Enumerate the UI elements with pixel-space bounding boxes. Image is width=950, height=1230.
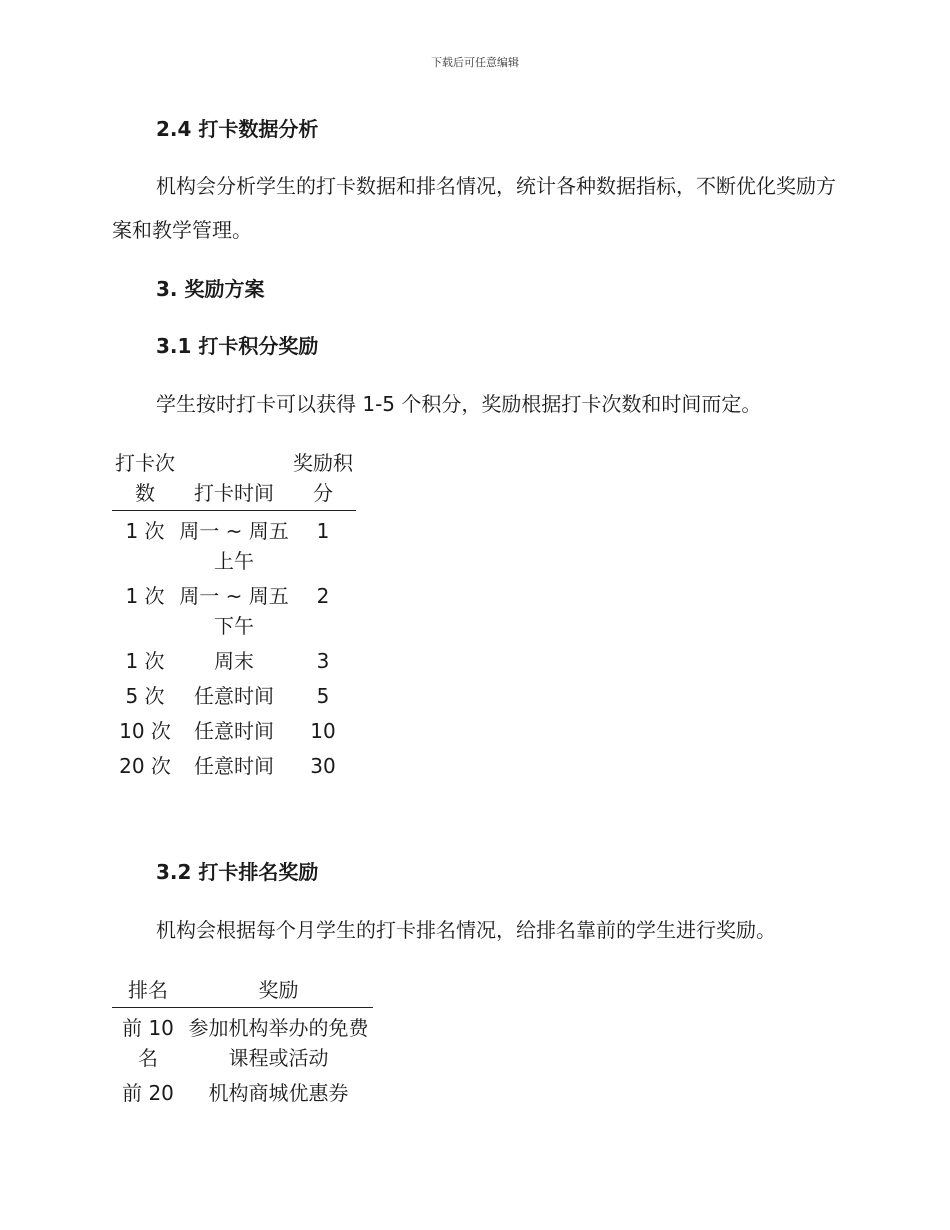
table-cell: 1 次 <box>125 519 165 543</box>
table-cell: 周一 ~ 周五上午 <box>179 519 289 573</box>
column-header-checkin-count: 打卡次数 <box>112 448 178 511</box>
table-cell: 20 次 <box>119 754 171 778</box>
table-cell: 周一 ~ 周五下午 <box>179 584 289 638</box>
table-cell: 10 <box>310 719 336 743</box>
table-cell: 机构商城优惠券 <box>208 1081 349 1105</box>
section-2-4-paragraph: 机构会分析学生的打卡数据和排名情况，统计各种数据指标，不断优化奖励方案和教学管理。 <box>112 174 836 242</box>
section-3-1-paragraph: 学生按时打卡可以获得 1-5 个积分，奖励根据打卡次数和时间而定。 <box>156 392 762 416</box>
table-cell: 3 <box>316 649 330 673</box>
table-row <box>112 1073 373 1108</box>
table-header-row <box>112 448 356 511</box>
table-cell: 5 次 <box>125 684 165 708</box>
table-cell: 任意时间 <box>194 684 274 708</box>
table-row <box>112 746 356 781</box>
table-row <box>112 711 356 746</box>
column-header-checkin-time: 打卡时间 <box>178 448 290 511</box>
table-cell: 10 次 <box>119 719 171 743</box>
table-cell: 周末 <box>214 649 254 673</box>
column-header-reward-points: 奖励积分 <box>290 448 356 511</box>
section-3-2-heading: 3.2 打卡排名奖励 <box>156 860 319 884</box>
table-cell: 任意时间 <box>194 754 274 778</box>
section-2-4-heading: 2.4 打卡数据分析 <box>156 117 319 141</box>
section-3-2-paragraph: 机构会根据每个月学生的打卡排名情况，给排名靠前的学生进行奖励。 <box>156 918 776 942</box>
points-reward-table <box>112 448 356 781</box>
table-row <box>112 511 356 577</box>
table-cell: 1 次 <box>125 584 165 608</box>
table-cell: 1 次 <box>125 649 165 673</box>
table-row <box>112 641 356 676</box>
table-cell: 前 20 <box>122 1081 174 1105</box>
column-header-rank: 排名 <box>112 975 184 1008</box>
section-3-1-heading: 3.1 打卡积分奖励 <box>156 334 319 358</box>
ranking-reward-table <box>112 975 373 1108</box>
table-cell: 2 <box>316 584 330 608</box>
table-row <box>112 576 356 641</box>
table-cell: 参加机构举办的免费课程或活动 <box>188 1016 369 1070</box>
page-header-note: 下载后可任意编辑 <box>431 56 519 69</box>
table-header-row <box>112 975 373 1008</box>
table-cell: 30 <box>310 754 336 778</box>
section-3-heading: 3. 奖励方案 <box>156 277 265 301</box>
table-row <box>112 1008 373 1074</box>
table-row <box>112 676 356 711</box>
column-header-reward: 奖励 <box>184 975 373 1008</box>
table-cell: 1 <box>316 519 330 543</box>
table-cell: 前 10 名 <box>122 1016 174 1070</box>
table-cell: 任意时间 <box>194 719 274 743</box>
table-cell: 5 <box>316 684 330 708</box>
